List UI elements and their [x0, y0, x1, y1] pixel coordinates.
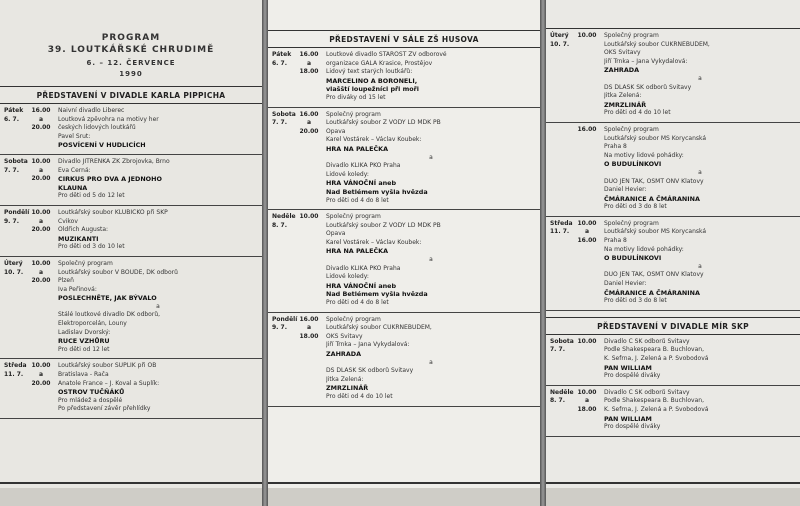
entry-line: Divadlo JITŘENKA ZK Zbrojovka, Brno [58, 157, 170, 165]
day-date: 7. 7. [4, 166, 19, 174]
entries-mir [546, 335, 800, 437]
day-date: 8. 7. [550, 397, 565, 405]
entry-line: Loutkářský soubor Z VODY LD MDK PB [326, 221, 441, 229]
program-entry [546, 29, 800, 123]
time-first: 10.00 [31, 259, 51, 267]
entry-line: Ladislav Dvorský: [58, 328, 111, 336]
program-entry [0, 104, 262, 155]
entry-line: Pavel Šrut: [58, 132, 91, 140]
entry-line: a [698, 168, 702, 176]
day-date: 9. 7. [4, 217, 19, 225]
entry-line: Pro děti od 4 do 10 let [604, 109, 671, 117]
play-title: KLAUNA [58, 183, 88, 192]
entry-line: Stálé loutkové divadlo DK odborů, [58, 311, 161, 319]
entry-line: Karel Vostárek – Václav Koubek: [326, 136, 422, 144]
entry-body [598, 389, 796, 432]
time-second: 18.00 [577, 405, 597, 413]
entry-day [272, 51, 296, 68]
entry-times [30, 362, 52, 414]
time-first: 10.00 [577, 337, 597, 345]
time-first: 10.00 [31, 362, 51, 370]
entry-line: Pro mládež a dospělé [58, 396, 123, 404]
festival-dates: 6. – 12. ČERVENCE [86, 59, 176, 67]
entry-line: Lidové koledy: [326, 273, 369, 281]
entry-line: Elektroporcelán, Louny [58, 320, 127, 328]
panel-right [546, 0, 800, 506]
entry-body [320, 213, 536, 308]
play-title: POSLECHNĚTE, JAK BÝVALO [58, 294, 157, 303]
entry-line: Loutkářský soubor Z VODY LD MDK PB [326, 119, 441, 127]
play-title: ZAHRADA [604, 66, 640, 75]
entry-line: Anatole France – J. Koval a Šuplík: [58, 379, 160, 387]
play-title: PAN WILLIAM [604, 363, 652, 372]
entry-line: Společný program [604, 125, 659, 133]
entry-times [298, 111, 320, 206]
play-title: PAN WILLIAM [604, 414, 652, 423]
day-name: Středa [550, 219, 573, 227]
day-name: Úterý [550, 32, 569, 39]
entry-times [298, 316, 320, 402]
entry-times [30, 158, 52, 201]
play-title: Nad Betlémem vyšla hvězda [326, 290, 428, 299]
entry-times [576, 220, 598, 306]
play-title: MUZIKANTI [58, 234, 99, 243]
time-first: 16.00 [299, 110, 319, 118]
day-name: Neděle [550, 388, 574, 396]
entry-line: Pro děti od 12 let [58, 345, 110, 353]
entry-times [30, 260, 52, 355]
entry-line: Jitka Zelená: [604, 92, 642, 100]
time-second: 18.00 [299, 68, 319, 76]
day-date: 9. 7. [272, 324, 287, 332]
entry-body [598, 126, 796, 212]
time-second: 20.00 [299, 127, 319, 135]
program-entry [268, 210, 540, 313]
day-name: Středa [4, 362, 27, 370]
entry-body [598, 220, 796, 306]
day-date: 6. 7. [4, 115, 19, 123]
time-first: 16.00 [577, 125, 597, 133]
entry-line: Loutkářský soubor KLUBÍČKO při SKP [58, 208, 168, 216]
entry-line: DS DLASK SK odborů Svitavy [326, 367, 414, 375]
entry-line: Pro dospělé diváky [604, 372, 661, 380]
entry-line: a [429, 358, 433, 366]
entries-husova-cont [546, 29, 800, 311]
time-separator: a [38, 166, 44, 174]
entry-line: DS DLASK SK odborů Svitavy [604, 83, 692, 91]
entry-line: Divadlo C SK odborů Svitavy [604, 337, 690, 345]
entry-line: Lidové koledy: [326, 170, 369, 178]
time-second: 16.00 [577, 237, 597, 245]
day-date: 8. 7. [272, 221, 287, 229]
entry-line: Loutkové divadlo STAROST ZV odborové [326, 51, 447, 58]
day-date: 11. 7. [4, 371, 24, 379]
play-title: RUCE VZHŮRU [58, 337, 110, 346]
entry-line: a [156, 302, 160, 310]
entry-line: Společný program [604, 32, 659, 39]
entry-line: Podle Shakespeara B. Buchlovan, [604, 397, 704, 405]
bottom-strip [268, 488, 540, 506]
entry-day [550, 32, 574, 49]
time-second: 20.00 [31, 277, 51, 285]
entry-day [272, 213, 296, 230]
entry-times [298, 51, 320, 103]
time-first: 10.00 [577, 219, 597, 227]
entry-line: Lidový text starých loutkářů: [326, 68, 413, 76]
entry-line: Loutkářský soubor CUKRNEBUDEM, [604, 40, 710, 48]
entry-line: organizace GALA Krasice, Prostějov [326, 59, 433, 67]
play-title: HRA VÁNOČNÍ aneb [326, 281, 397, 290]
entry-line: Divadlo C SK odborů Svitavy [604, 388, 690, 396]
entry-line: Loutkářský soubor MŠ Korycanská [604, 228, 707, 236]
entry-body [52, 107, 258, 150]
entry-line: a [429, 256, 433, 264]
entry-line: Pro diváky od 15 let [326, 93, 386, 101]
entry-line: a [429, 153, 433, 161]
time-separator: a [306, 119, 312, 127]
day-name: Sobota [4, 157, 28, 165]
bottom-strip [0, 488, 262, 506]
program-entry [546, 386, 800, 437]
time-separator: a [584, 397, 590, 405]
entry-day [550, 220, 574, 237]
entry-line: Opava [326, 230, 346, 238]
entry-day [550, 338, 574, 355]
entry-line: K. Sefrna, J. Zelená a P. Svobodová [604, 405, 709, 413]
entry-body [598, 32, 796, 118]
entry-line: Daniel Hevier: [604, 186, 647, 194]
entry-line: Společný program [58, 259, 113, 267]
entry-body [320, 111, 536, 206]
entries-pippich [0, 104, 262, 419]
entry-line: Oldřich Augusta: [58, 226, 109, 234]
day-date: 7. 7. [272, 119, 287, 127]
time-separator: a [306, 59, 312, 67]
entry-line: Loutkářský soubor V BOUDĚ, DK odborů [58, 268, 178, 276]
entry-line: Jitka Zelená: [326, 375, 364, 383]
time-second: 20.00 [31, 379, 51, 387]
entry-body [52, 158, 258, 201]
section-title-husova: PŘEDSTAVENÍ V SÁLE ZŠ HUSOVA [268, 30, 540, 48]
panel-left [0, 0, 262, 506]
entry-line: Loutkářský soubor ŠUPLÍK při OB [58, 362, 157, 370]
play-title: Nad Betlémem vyšla hvězda [326, 187, 428, 196]
program-entry [0, 359, 262, 419]
entry-line: Praha 8 [604, 143, 627, 151]
entry-times [576, 389, 598, 432]
entry-line: Jiří Trnka – Jana Vykydalová: [604, 57, 688, 65]
entry-line: Po představení závěr přehlídky [58, 405, 151, 413]
entry-line: Pro děti od 3 do 8 let [604, 297, 667, 305]
entry-line: Loutkářský soubor MŠ Korycanská [604, 134, 707, 142]
entry-line: Iva Peřinová: [58, 285, 97, 293]
time-separator: a [38, 268, 44, 276]
entry-line: Na motivy lidové pohádky: [604, 151, 684, 159]
entry-body [52, 209, 258, 252]
play-title: ZMRZLINÁŘ [604, 100, 647, 109]
entry-line: Daniel Hevier: [604, 280, 647, 288]
time-first: 10.00 [299, 213, 319, 221]
entry-line: Cvikov [58, 217, 78, 225]
entry-line: Pro děti od 5 do 12 let [58, 192, 125, 200]
entry-times [30, 107, 52, 150]
play-title: ČMÁRANICE A ČMÁRANINA [604, 288, 700, 297]
play-title: POSVÍCENÍ V HUDLICÍCH [58, 141, 146, 150]
panel-middle [268, 0, 540, 506]
entry-line: DUO JEN TAK, OŠMT ONV Klatovy [604, 177, 704, 185]
day-name: Sobota [550, 337, 574, 345]
day-date: 6. 7. [272, 59, 287, 67]
entry-day [4, 107, 28, 124]
entries-husova [268, 48, 540, 407]
play-title: ZMRZLINÁŘ [326, 384, 369, 393]
entry-line: Na motivy lidové pohádky: [604, 245, 684, 253]
entry-line: DUO JEN TAK, OŠMT ONV Klatovy [604, 271, 704, 279]
entry-line: Společný program [326, 213, 381, 221]
section-title-mir: PŘEDSTAVENÍ V DIVADLE MÍR SKP [546, 317, 800, 335]
entry-line: Pro děti od 4 do 8 let [326, 299, 389, 307]
entry-line: Naivní divadlo Liberec [58, 107, 125, 114]
entry-day [4, 209, 28, 226]
entry-line: Jiří Trnka – Jana Vykydalová: [326, 341, 410, 349]
entry-line: Pro děti od 4 do 10 let [326, 392, 393, 400]
time-first: 10.00 [577, 388, 597, 396]
entry-line: Karel Vostárek – Václav Koubek: [326, 238, 422, 246]
day-date: 11. 7. [550, 228, 570, 236]
entry-line: Plzeň [58, 277, 74, 285]
entry-line: Bratislava - Rača [58, 371, 109, 379]
day-name: Pondělí [272, 315, 298, 323]
festival-year: 1990 [119, 70, 143, 78]
time-first: 16.00 [31, 107, 51, 114]
entry-line: OKS Svitavy [604, 49, 641, 57]
play-title: ZAHRADA [326, 350, 362, 358]
time-first: 10.00 [31, 208, 51, 216]
time-separator: a [306, 324, 312, 332]
program-entry [268, 108, 540, 211]
play-title: O BUDULÍNKOVI [604, 160, 662, 169]
entry-times [576, 32, 598, 118]
play-title: ČMÁRANICE A ČMÁRANINA [604, 194, 700, 203]
day-name: Sobota [272, 110, 296, 118]
entry-line: a [698, 74, 702, 82]
play-title: MARCELINO A BORONELI, [326, 76, 418, 85]
entry-line: Společný program [326, 315, 381, 323]
entry-line: Loutková zpěvohra na motivy her [58, 115, 159, 123]
entry-line: Divadlo KLIKA PKO Praha [326, 264, 401, 272]
entry-line: českých lidových loutkářů [58, 124, 136, 132]
entry-body [598, 338, 796, 381]
day-date: 10. 7. [550, 40, 570, 48]
time-second: 20.00 [31, 175, 51, 183]
entry-line: Pro děti od 4 do 8 let [326, 196, 389, 204]
program-entry [0, 257, 262, 360]
festival-name: 39. LOUTKÁŘSKÉ CHRUDIMĚ [47, 45, 215, 55]
entry-line: Loutkářský soubor CUKRNEBUDEM, [326, 324, 432, 332]
entry-line: Eva Černá: [58, 166, 91, 174]
entry-day [272, 111, 296, 128]
entry-line: Společný program [326, 110, 381, 118]
day-name: Pátek [272, 51, 292, 58]
day-name: Pondělí [4, 208, 30, 216]
bottom-strip [546, 488, 800, 506]
entry-line: Podle Shakespeara B. Buchlovan, [604, 346, 704, 354]
play-title: HRA VÁNOČNÍ aneb [326, 179, 397, 188]
time-separator: a [38, 371, 44, 379]
time-second: 20.00 [31, 124, 51, 132]
time-first: 16.00 [299, 51, 319, 58]
entry-line: OKS Svitavy [326, 332, 363, 340]
day-name: Úterý [4, 259, 23, 267]
entry-body [320, 316, 536, 402]
entry-line: Praha 8 [604, 237, 627, 245]
entry-day [4, 260, 28, 277]
time-second: 18.00 [299, 332, 319, 340]
time-separator: a [38, 217, 44, 225]
program-entry [268, 48, 540, 108]
divider [268, 482, 540, 484]
entry-line: a [698, 262, 702, 270]
entry-day [4, 362, 28, 379]
program-entry [0, 155, 262, 206]
entry-body [52, 260, 258, 355]
entry-line: Společný program [604, 219, 659, 227]
day-name: Pátek [4, 107, 24, 114]
program-entry [546, 217, 800, 311]
time-separator: a [38, 115, 44, 123]
program-entry [0, 206, 262, 257]
play-title: CIRKUS PRO DVA A JEDNOHO [58, 175, 162, 184]
play-title: vlašští loupežníci při moři [326, 85, 419, 94]
entry-times [298, 213, 320, 308]
day-name: Neděle [272, 213, 296, 221]
entry-body [52, 362, 258, 414]
program-entry [546, 123, 800, 217]
day-date: 7. 7. [550, 346, 565, 354]
entry-line: Divadlo KLIKA PKO Praha [326, 162, 401, 170]
entry-times [576, 338, 598, 381]
entry-line: Pro děti od 3 do 10 let [58, 243, 125, 251]
entry-line: K. Sefrna, J. Zelená a P. Svobodová [604, 355, 709, 362]
time-separator: a [584, 228, 590, 236]
play-title: O BUDULÍNKOVI [604, 254, 662, 263]
divider [0, 482, 262, 484]
play-title: HRA NA PALEČKA [326, 144, 389, 153]
section-title-pippich: PŘEDSTAVENÍ V DIVADLE KARLA PIPPICHA [0, 86, 262, 104]
play-title: HRA NA PALEČKA [326, 247, 389, 256]
play-title: OSTROV TUČŇÁKŮ [58, 388, 125, 397]
time-first: 10.00 [31, 157, 51, 165]
entry-day [4, 158, 28, 175]
entry-day [272, 316, 296, 333]
program-heading: PROGRAM [101, 33, 161, 43]
divider [546, 482, 800, 484]
entry-line: Pro dospělé diváky [604, 423, 661, 431]
entry-line: Opava [326, 127, 346, 135]
program-entry [268, 313, 540, 407]
entry-day [550, 389, 574, 406]
day-date: 10. 7. [4, 268, 24, 276]
entry-times [576, 126, 598, 212]
time-first: 10.00 [577, 32, 597, 39]
entry-line: Pro děti od 3 do 8 let [604, 203, 667, 211]
entry-times [30, 209, 52, 252]
time-first: 16.00 [299, 315, 319, 323]
program-entry [546, 335, 800, 386]
time-second: 20.00 [31, 226, 51, 234]
entry-body [320, 51, 536, 103]
